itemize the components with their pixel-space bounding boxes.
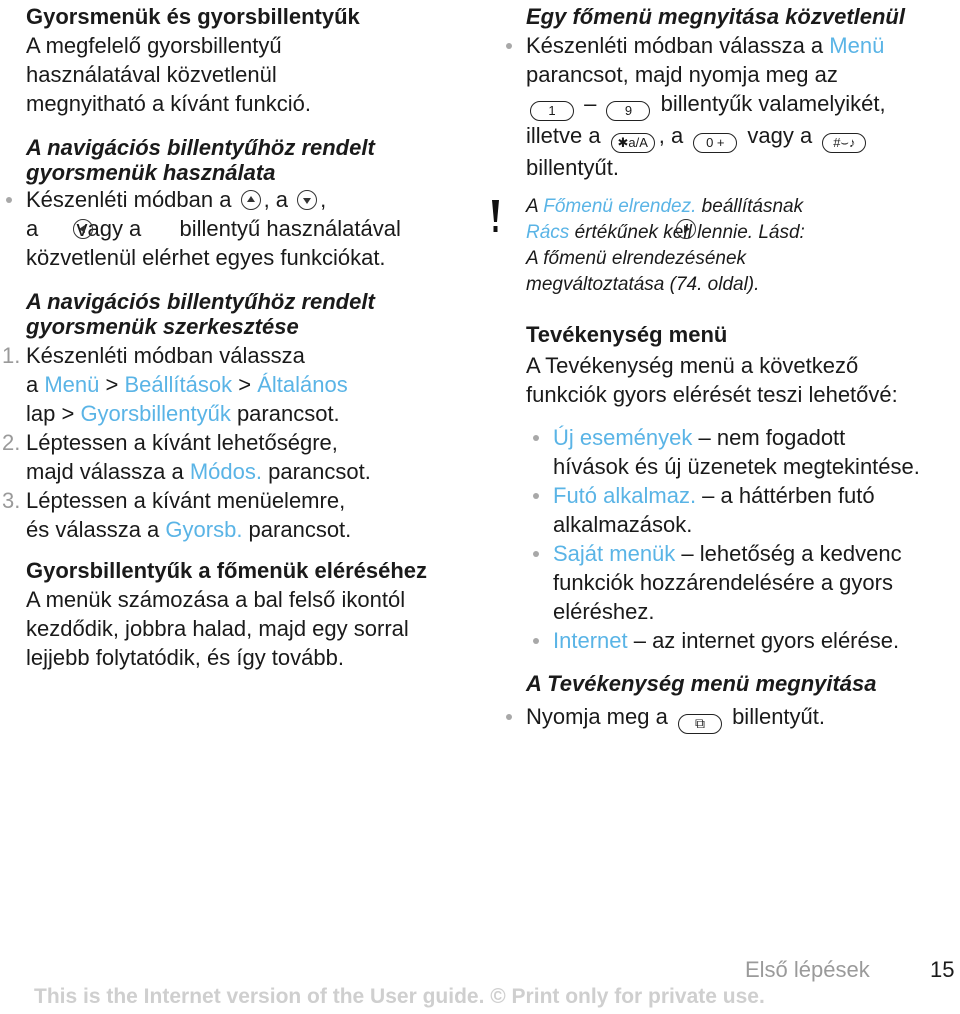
right-column xyxy=(526,0,956,734)
footer-disclaimer: This is the Internet version of the User guide. © Print only for private use. xyxy=(34,985,765,1008)
heading-nav-shortcuts-use: A navigációs billentyűhöz rendelt gyorsmenük használata xyxy=(26,135,375,185)
nav-up-icon xyxy=(241,190,261,210)
heading-main-menu-shortcuts: Gyorsbillentyűk a főmenük eléréséhez xyxy=(26,558,428,583)
layout-note: A Főmenü elrendez. beállításnak Rács értékűnek kell lennie. Lásd: A főmenü elrendezésének megváltoztatása (74. oldal). xyxy=(526,194,956,298)
link-settings: Beállítások xyxy=(124,372,233,397)
nav-down-icon xyxy=(297,190,317,210)
link-edit: Módos. xyxy=(189,459,263,484)
key-1-icon: 1 xyxy=(530,101,574,121)
heading-nav-shortcuts-edit: A navigációs billentyűhöz rendelt gyorsmenük szerkesztése xyxy=(26,289,375,339)
main-menu-numbering: A menük számozása a bal felső ikontól kezdődik, jobbra halad, majd egy sorral lejjebb folytatódik, és így tovább. xyxy=(26,587,409,670)
link-shortcuts: Gyorsbillentyűk xyxy=(80,401,231,426)
link-main-menu-layout: Főmenü elrendez. xyxy=(543,196,697,217)
link-menu: Menü xyxy=(44,372,100,397)
step-1: 1. Készenléti módban válassza a Menü > Beállítások > Általános lap > Gyorsbillentyűk parancsot. xyxy=(2,343,348,426)
step-2: 2. Léptessen a kívánt lehetőségre, majd válassza a Módos. parancsot. xyxy=(2,430,371,484)
list-item: Futó alkalmaz. – a háttérben futó alkalmazások. xyxy=(553,481,956,539)
link-shortcut: Gyorsb. xyxy=(165,517,243,542)
key-hash-icon: #⌣♪ xyxy=(822,133,866,153)
step-3: 3. Léptessen a kívánt menüelemre, és válassza a Gyorsb. parancsot. xyxy=(2,488,352,542)
warning-icon xyxy=(492,200,499,234)
footer-section-title: Első lépések xyxy=(745,957,870,982)
link-running-apps: Futó alkalmaz. xyxy=(553,483,697,508)
nav-key-bullet: Készenléti módban a , a , a vagy a billentyű használatával közvetlenül elérhet egyes funkciókat. xyxy=(26,185,466,272)
link-menu-right: Menü xyxy=(829,33,885,58)
heading-activity-menu: Tevékenység menü xyxy=(526,322,728,347)
page-number: 15 xyxy=(930,957,955,982)
open-main-menu-bullet: Készenléti módban válassza a Menü parancsot, majd nyomja meg az 1 – 9 billentyűk valamelyikét, illetve a ✱a/A , a 0 + vagy a #⌣♪ billentyűt. xyxy=(526,31,956,182)
activity-menu-intro: A Tevékenység menü a következő funkciók gyors elérését teszi lehetővé: xyxy=(526,353,898,407)
key-9-icon: 9 xyxy=(606,101,650,121)
shortcuts-intro: A megfelelő gyorsbillentyű használatával közvetlenül megnyitható a kívánt funkció. xyxy=(26,33,311,116)
heading-shortcuts: Gyorsmenük és gyorsbillentyűk xyxy=(26,4,360,29)
link-grid: Rács xyxy=(526,222,570,243)
heading-open-activity-menu: A Tevékenység menü megnyitása xyxy=(526,671,877,696)
left-column xyxy=(2,0,466,672)
link-internet: Internet xyxy=(553,628,628,653)
list-item: Saját menük – lehetőség a kedvenc funkciók hozzárendelésére a gyors eléréshez. xyxy=(553,539,956,626)
list-item: Új események – nem fogadott hívások és új üzenetek megtekintése. xyxy=(553,423,956,481)
link-my-shortcuts: Saját menük xyxy=(553,541,676,566)
link-new-events: Új események xyxy=(553,425,693,450)
activity-menu-list xyxy=(553,423,956,655)
open-activity-menu-bullet: Nyomja meg a ⧉ billentyűt. xyxy=(526,702,956,734)
key-0-icon: 0 + xyxy=(693,133,737,153)
activity-key-icon: ⧉ xyxy=(678,714,722,734)
key-star-icon: ✱a/A xyxy=(611,133,655,153)
link-general: Általános xyxy=(257,372,348,397)
heading-open-main-menu: Egy főmenü megnyitása közvetlenül xyxy=(526,4,905,29)
list-item: Internet – az internet gyors elérése. xyxy=(553,626,956,655)
